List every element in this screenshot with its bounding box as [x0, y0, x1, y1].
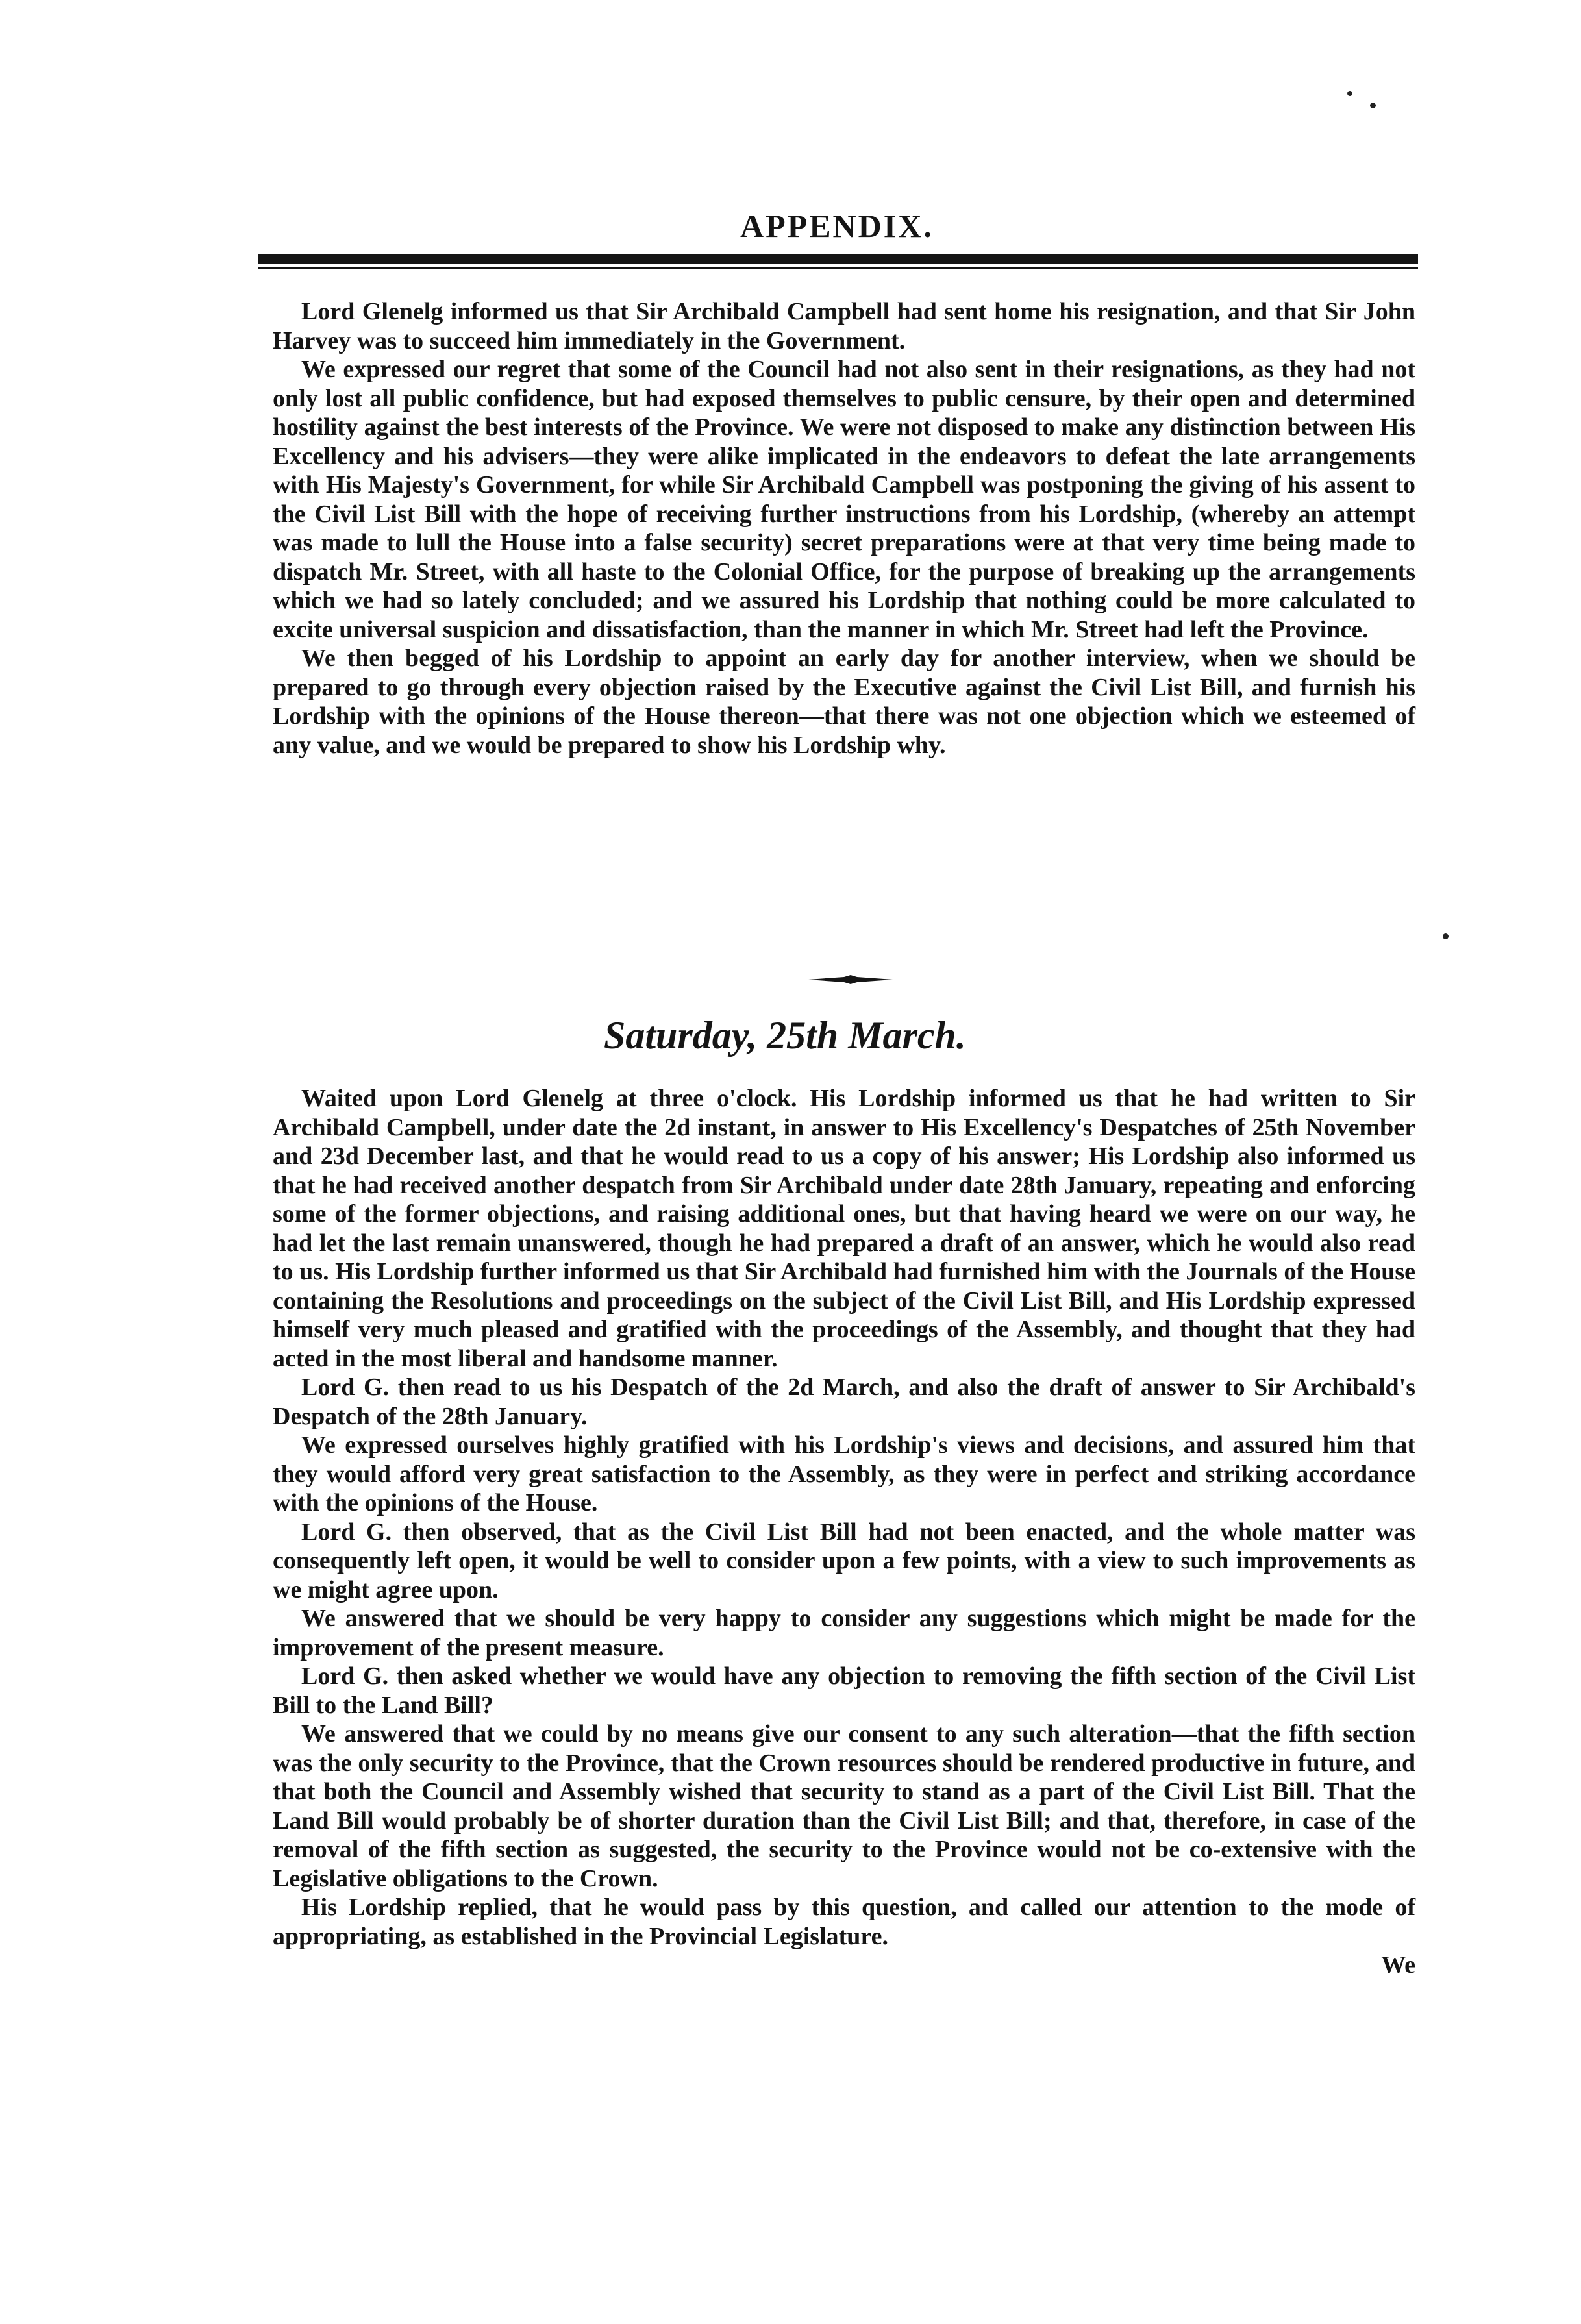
paragraph: His Lordship replied, that he would pass by this question, and called our attention to the mode of appropriating, as established in the Provincial Legislature.: [273, 1894, 1415, 1950]
page-header-title: APPENDIX.: [740, 208, 934, 244]
header-rule-thick: [258, 254, 1418, 264]
paragraph: Waited upon Lord Glenelg at three o'clock. His Lordship informed us that he had written to Sir Archibald Campbell, under date the 2d instant, in answer to His Excellency's Despatches of 25th November and 23d December last, and that he would read to us a copy of his answer; His Lordship also informed us that he had received another despatch from Sir Archibald under date 28th January, repeating and enforcing some of the former objections, and raising additional ones, but that having heard we were on our way, he had let the last remain unanswered, though he had prepared a draft of an answer, which he would also read to us. His Lordship further informed us that Sir Archibald had furnished him with the Journals of the House containing the Resolutions and proceedings on the subject of the Civil List Bill, and His Lordship expressed himself very much pleased and gratified with the proceedings of the Assembly, and thought that they had acted in the most liberal and handsome manner.: [273, 1085, 1415, 1372]
section-divider-ornament: [808, 975, 893, 984]
paragraph: Lord G. then asked whether we would have any objection to removing the fifth section of the Civil List Bill to the Land Bill?: [273, 1663, 1415, 1719]
catchword: We: [1381, 1951, 1415, 1979]
print-speck: [1370, 103, 1376, 108]
paragraph: We then begged of his Lordship to appoint an early day for another interview, when we should be prepared to go through every objection raised by the Executive against the Civil List Bill, and furnish his Lordship with the opinions of the House thereon—that there was not one objection which we esteemed of any value, and we would be prepared to show his Lordship why.: [273, 645, 1415, 759]
section-heading-date: Saturday, 25th March.: [604, 1014, 966, 1057]
print-speck: [1443, 933, 1449, 939]
section-1-text: [273, 297, 1415, 760]
paragraph: Lord G. then observed, that as the Civil List Bill had not been enacted, and the whole matter was consequently left open, it would be well to consider upon a few points, with a view to such improvements as we might agree upon.: [273, 1518, 1415, 1603]
paragraph: We answered that we should be very happy to consider any suggestions which might be made for the improvement of the present measure.: [273, 1605, 1415, 1661]
paragraph: We expressed ourselves highly gratified with his Lordship's views and decisions, and assured him that they would afford very great satisfaction to the Assembly, as they were in perfect and striking accordance with the opinions of the House.: [273, 1431, 1415, 1516]
print-speck: [1347, 91, 1352, 96]
paragraph: We expressed our regret that some of the Council had not also sent in their resignations, as they had not only lost all public confidence, but had exposed themselves to public censure, by their open and determined hostility against the best interests of the Province. We were not disposed to make any distinction between His Excellency and his advisers—they were alike implicated in the endeavors to defeat the late arrangements with His Majesty's Government, for while Sir Archibald Campbell was postponing the giving of his assent to the Civil List Bill with the hope of receiving further instructions from his Lordship, (whereby an attempt was made to lull the House into a false security) secret preparations were at that very time being made to dispatch Mr. Street, with all haste to the Colonial Office, for the purpose of breaking up the arrangements which we had so lately concluded; and we assured his Lordship that nothing could be more calculated to excite universal suspicion and dissatisfaction, than the manner in which Mr. Street had left the Province.: [273, 356, 1415, 643]
paragraph: Lord Glenelg informed us that Sir Archibald Campbell had sent home his resignation, and that Sir John Harvey was to succeed him immediately in the Government.: [273, 298, 1415, 354]
paragraph: We answered that we could by no means give our consent to any such alteration—that the fifth section was the only security to the Province, that the Crown resources should be rendered productive in future, and that both the Council and Assembly wished that security to stand as a part of the Civil List Bill. That the Land Bill would probably be of shorter duration than the Civil List Bill; and that, therefore, in case of the removal of the fifth section as suggested, the security to the Province would not be co-extensive with the Legislative obligations to the Crown.: [273, 1720, 1415, 1892]
header-rule-thin: [258, 267, 1418, 269]
paragraph: Lord G. then read to us his Despatch of the 2d March, and also the draft of answer to Sir Archibald's Despatch of the 28th January.: [273, 1374, 1415, 1430]
section-2-text: [273, 1084, 1415, 1980]
